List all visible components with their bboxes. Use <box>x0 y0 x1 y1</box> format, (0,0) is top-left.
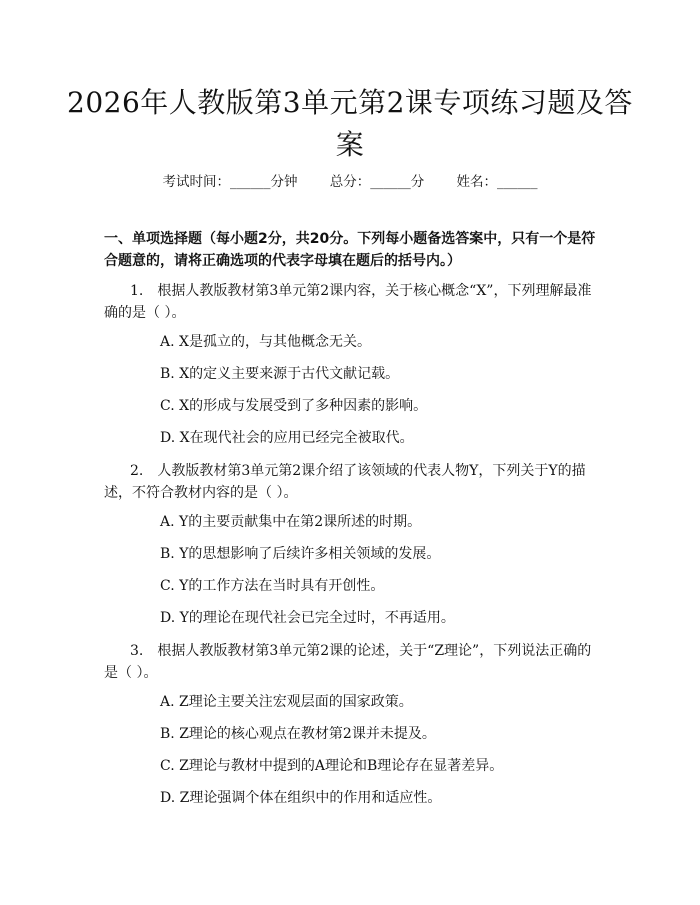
option-b: B. Y的思想影响了后续许多相关领域的发展。 <box>160 546 441 562</box>
question-stem: 3. 根据人教版教材第3单元第2课的论述，关于“Z理论”，下列说法正确的是（ ）。 <box>104 643 592 681</box>
exam-time-field: 考试时间：______分钟 <box>162 174 298 190</box>
option-b: B. X的定义主要来源于古代文献记载。 <box>160 366 400 382</box>
option-c: C. X的形成与发展受到了多种因素的影响。 <box>160 398 428 414</box>
option-d: D. Z理论强调个体在组织中的作用和适应性。 <box>160 790 442 806</box>
question-stem: 2. 人教版教材第3单元第2课介绍了该领域的代表人物Y，下列关于Y的描述，不符合教材内容的是（ ）。 <box>104 463 586 501</box>
option-c: C. Y的工作方法在当时具有开创性。 <box>160 578 385 594</box>
total-score-field: 总分：______分 <box>329 174 425 190</box>
question-stem: 1. 根据人教版教材第3单元第2课内容，关于核心概念“X”，下列理解最准确的是（ ）。 <box>104 283 592 321</box>
option-a: A. Y的主要贡献集中在第2课所述的时期。 <box>160 514 422 530</box>
option-c: C. Z理论与教材中提到的A理论和B理论存在显著差异。 <box>160 758 504 774</box>
option-b: B. Z理论的核心观点在教材第2课并未提及。 <box>160 726 436 742</box>
option-d: D. Y的理论在现代社会已完全过时，不再适用。 <box>160 610 455 626</box>
option-a: A. X是孤立的，与其他概念无关。 <box>160 334 371 350</box>
section-heading: 一、单项选择题（每小题2分，共20分。下列每小题备选答案中，只有一个是符合题意的，请将正确选项的代表字母填在题后的括号内。） <box>104 231 596 269</box>
option-a: A. Z理论主要关注宏观层面的国家政策。 <box>160 694 413 710</box>
page-title: 2026年人教版第3单元第2课专项练习题及答案 <box>67 86 633 161</box>
option-d: D. X在现代社会的应用已经完全被取代。 <box>160 430 414 446</box>
exam-meta <box>0 170 700 190</box>
student-name-field: 姓名：______ <box>456 174 538 190</box>
